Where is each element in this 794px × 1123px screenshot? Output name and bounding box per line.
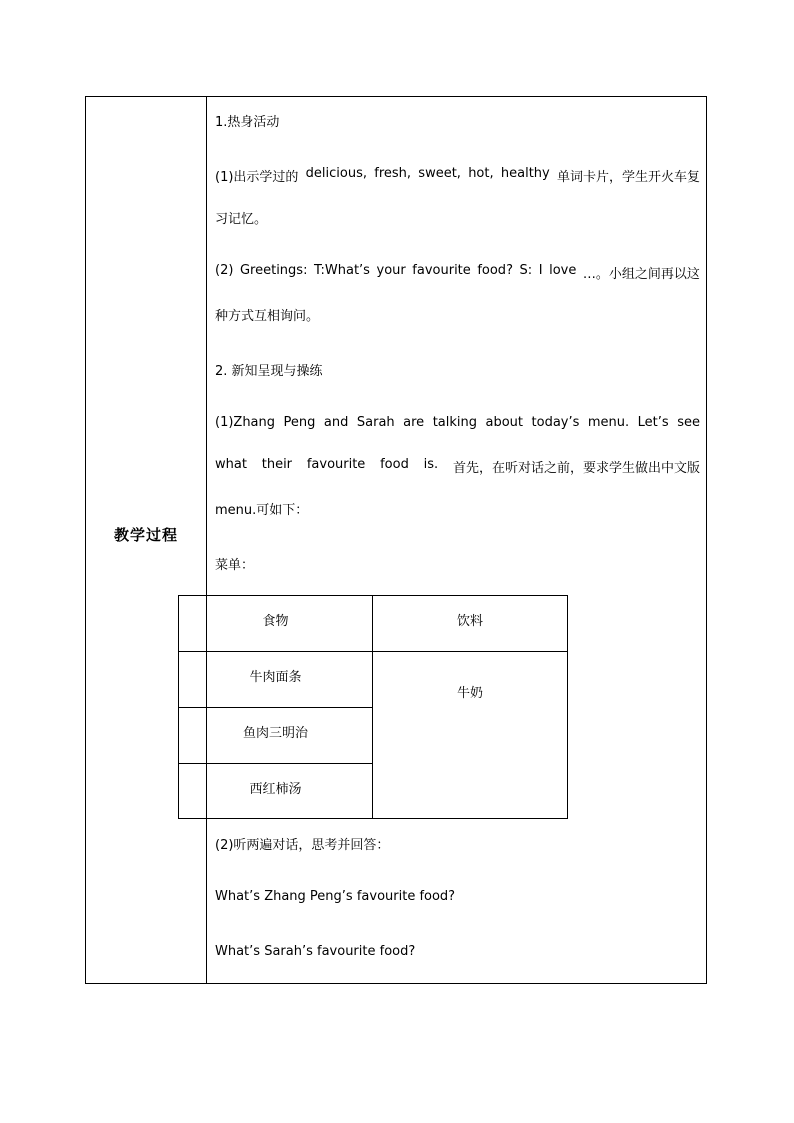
- menu-food-item: 鱼肉三明治: [242, 726, 308, 741]
- text-segment: today’s: [531, 415, 580, 430]
- text-segment: is.: [423, 457, 439, 472]
- text-segment: S:: [519, 263, 533, 278]
- text-segment: are: [403, 415, 425, 430]
- menu-header-divider: [179, 651, 567, 652]
- text-segment: I: [538, 263, 543, 278]
- text-segment: Let’s: [637, 415, 669, 430]
- question-2: What’s Sarah’s favourite food?: [215, 944, 416, 959]
- menu-food-item: 西红柿汤: [249, 782, 302, 797]
- new-knowledge-title: 2. 新知呈现与操练: [215, 364, 323, 379]
- text-segment: Greetings:: [239, 263, 308, 278]
- text-segment: hot,: [468, 166, 494, 181]
- menu-row-divider: [179, 707, 372, 708]
- content-cell: [215, 97, 700, 983]
- item1-line2: 习记忆。: [215, 212, 268, 227]
- text-segment: Peng: [283, 415, 316, 430]
- paragraph1-line1: [215, 415, 700, 430]
- text-segment: (1)出示学过的: [215, 170, 299, 185]
- text-segment: healthy: [500, 166, 550, 181]
- text-segment: about: [485, 415, 524, 430]
- lesson-plan-table: [85, 96, 707, 984]
- text-segment: love: [549, 263, 577, 278]
- text-segment: …。小组之间再以这: [582, 267, 700, 282]
- text-segment: favourite: [306, 457, 366, 472]
- listen-task: (2)听两遍对话，思考并回答：: [215, 838, 390, 853]
- menu-food-item: 牛肉面条: [249, 670, 302, 685]
- warmup-title: 1.热身活动: [215, 115, 280, 130]
- item2-line2: 种方式互相询问。: [215, 309, 320, 324]
- menu-header-food: 食物: [262, 614, 289, 629]
- text-segment: 单词卡片，学生开火车复: [556, 170, 700, 185]
- menu-row-divider: [179, 763, 372, 764]
- text-segment: food?: [477, 263, 513, 278]
- menu-header-drink: 饮料: [456, 614, 483, 629]
- menu-drink-item: 牛奶: [456, 686, 483, 701]
- text-segment: their: [261, 457, 293, 472]
- paragraph1-line3: menu.可如下：: [215, 503, 309, 518]
- text-segment: Sarah: [356, 415, 395, 430]
- text-segment: your: [376, 263, 406, 278]
- menu-column-divider: [372, 596, 373, 818]
- text-segment: see: [677, 415, 700, 430]
- question-1: What’s Zhang Peng’s favourite food?: [215, 889, 456, 904]
- text-segment: favourite: [412, 263, 471, 278]
- text-segment: T:What’s: [314, 263, 370, 278]
- section-label: 教学过程: [113, 526, 178, 544]
- text-segment: fresh,: [374, 166, 412, 181]
- text-segment: delicious,: [305, 166, 368, 181]
- item2-line1: [215, 263, 700, 282]
- text-segment: what: [215, 457, 247, 472]
- paragraph1-line2: [215, 457, 700, 476]
- text-segment: talking: [432, 415, 477, 430]
- text-segment: menu.: [587, 415, 630, 430]
- text-segment: sweet,: [418, 166, 461, 181]
- text-segment: food: [380, 457, 409, 472]
- menu-label: 菜单：: [215, 558, 255, 573]
- item1-line1: [215, 166, 700, 185]
- text-segment: 首先，在听对话之前，要求学生做出中文版: [452, 461, 700, 476]
- text-segment: (1)Zhang: [215, 415, 276, 430]
- text-segment: (2): [215, 263, 234, 278]
- menu-table: [178, 595, 568, 819]
- section-label-cell: [86, 97, 207, 983]
- text-segment: and: [323, 415, 349, 430]
